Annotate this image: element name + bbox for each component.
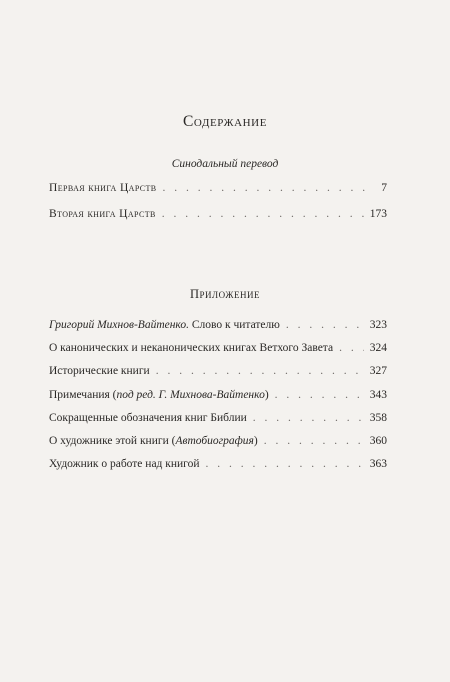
toc-entry-title (49, 318, 280, 332)
toc-entry-title: Сокращенные обозначения книг Библии (49, 412, 247, 424)
dot-leader (339, 341, 364, 355)
dot-leader (206, 457, 364, 471)
toc-entry-page: 327 (369, 365, 387, 377)
toc-entry-title: О канонических и неканонических книгах Ветхого Завета (49, 342, 334, 354)
dot-leader (253, 411, 364, 425)
dot-leader (286, 318, 364, 332)
appendix-heading: Приложение (190, 287, 260, 301)
toc-entry-text: Слово к читателю (189, 319, 280, 331)
toc-entry-author: Григорий Михнов-Вайтенко. (49, 319, 189, 331)
toc-entry[interactable] (49, 434, 387, 448)
toc-entry[interactable] (49, 411, 387, 425)
toc-entry[interactable] (49, 341, 387, 355)
toc-entry-page: 7 (381, 182, 387, 194)
toc-entry-title: Художник о работе над книгой (49, 458, 200, 470)
toc-entry-page: 360 (369, 435, 387, 447)
toc-entry-title: Исторические книги (49, 365, 150, 377)
toc-entry-page: 324 (369, 342, 387, 354)
toc-entry-page: 343 (369, 389, 387, 401)
toc-entry-italic: Автобиография (175, 435, 254, 447)
toc-entry[interactable] (49, 181, 387, 195)
toc-entry[interactable] (49, 388, 387, 402)
toc-entry[interactable] (49, 207, 387, 221)
toc-entry-title (49, 388, 269, 402)
toc-entry-page: 323 (369, 319, 387, 331)
dot-leader (275, 388, 364, 402)
toc-entry-title: Вторая книга Царств (49, 208, 156, 220)
dot-leader (163, 181, 367, 195)
toc-entry-text: Примечания ( (49, 389, 117, 401)
toc-entry-title: Первая книга Царств (49, 182, 157, 194)
dot-leader (264, 434, 364, 448)
toc-entry[interactable] (49, 318, 387, 332)
toc-entry[interactable] (49, 364, 387, 378)
toc-entry-italic: под ред. Г. Михнова-Вайтенко (116, 389, 265, 401)
toc-entry-page: 358 (369, 412, 387, 424)
dot-leader (156, 364, 364, 378)
toc-entry-text-after: ) (264, 389, 269, 401)
toc-entry-text: О художнике этой книги ( (49, 435, 176, 447)
contents-heading: Содержание (182, 113, 268, 130)
toc-entry-page: 173 (369, 208, 387, 220)
dot-leader (162, 207, 364, 221)
toc-entry-page: 363 (369, 458, 387, 470)
toc-entry-text-after: ) (253, 435, 258, 447)
toc-entry[interactable] (49, 457, 387, 471)
toc-entry-title (49, 434, 258, 448)
translation-note: Синодальный перевод (171, 158, 279, 170)
